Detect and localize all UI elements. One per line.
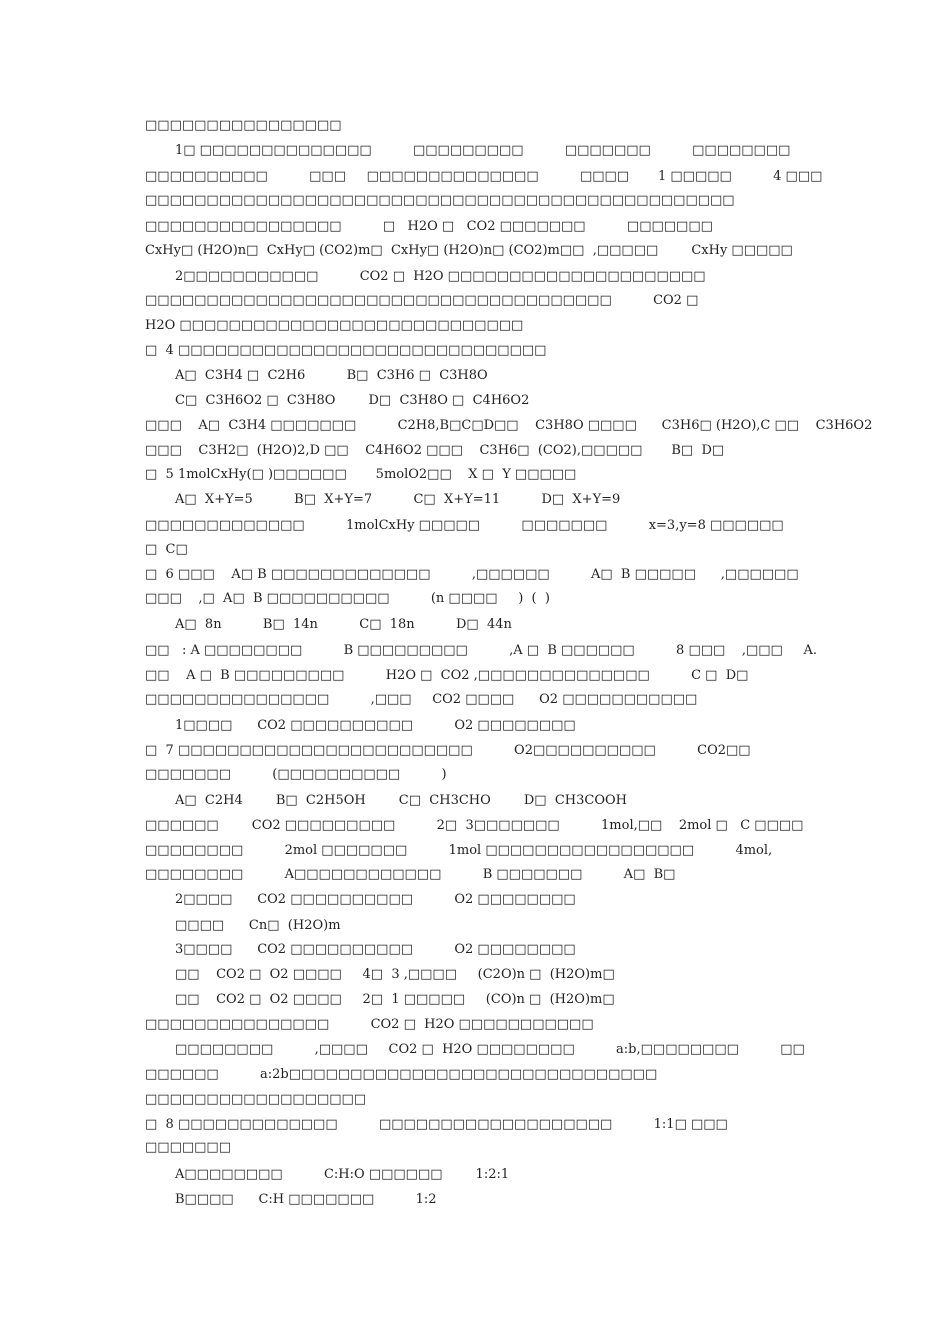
text-line: A□ C3H4 □ C2H6 B□ C3H6 □ C3H8O [175, 368, 488, 383]
text-line: 1□ □□□□□□□□□□□□□□ □□□□□□□□□ □□□□□□□ □□□□□□□□ [175, 143, 791, 158]
text-line: □ 5 1molCxHy(□ )□□□□□□ 5molO2□□ X □ Y □□□□□ [145, 467, 577, 482]
text-line: □□□ ,□ A□ B □□□□□□□□□□ (n □□□□ ) ( ) [145, 591, 550, 606]
text-line: □□□□□□□□□□□□□□□□ □ H2O □ CO2 □□□□□□□ □□□□□□□ [145, 219, 713, 234]
text-line: □□ : A □□□□□□□□ B □□□□□□□□□ ,A □ B □□□□□□ 8 □□□ ,□□□ A. [145, 643, 817, 658]
text-line: □ 8 □□□□□□□□□□□□□ □□□□□□□□□□□□□□□□□□□ 1:1□ □□□ [145, 1117, 728, 1132]
text-line: □□□□□□□□□□ □□□ □□□□□□□□□□□□□□ □□□□ 1 □□□□□ 4 □□□ [145, 169, 823, 184]
text-line: 2□□□□□□□□□□□ CO2 □ H2O □□□□□□□□□□□□□□□□□□□□□ [175, 269, 706, 284]
text-line: A□ C2H4 B□ C2H5OH C□ CH3CHO D□ CH3COOH [175, 793, 627, 808]
text-line: A□□□□□□□□ C:H:O □□□□□□ 1:2:1 [175, 1167, 510, 1182]
text-line: □□□□□□ CO2 □□□□□□□□□ 2□ 3□□□□□□□ 1mol,□□ 2mol □ C □□□□ [145, 818, 804, 833]
text-line: A□ 8n B□ 14n C□ 18n D□ 44n [175, 617, 512, 632]
text-line: □□□□□□□□ ,□□□□ CO2 □ H2O □□□□□□□□ a:b,□□□□□□□□ □□ [175, 1042, 805, 1057]
text-line: □□□□□□□□ A□□□□□□□□□□□□ B □□□□□□□ A□ B□ [145, 867, 676, 882]
text-line: A□ X+Y=5 B□ X+Y=7 C□ X+Y=11 D□ X+Y=9 [175, 492, 621, 507]
text-line: C□ C3H6O2 □ C3H8O D□ C3H8O □ C4H6O2 [175, 393, 530, 408]
text-line: □ C□ [145, 542, 188, 557]
text-line: □ 6 □□□ A□ B □□□□□□□□□□□□□ ,□□□□□□ A□ B □□□□□ ,□□□□□□ [145, 567, 799, 582]
text-line: □□ CO2 □ O2 □□□□ 2□ 1 □□□□□ (CO)n □ (H2O)m□ [175, 992, 615, 1007]
text-line: H2O □□□□□□□□□□□□□□□□□□□□□□□□□□□□ [145, 318, 524, 333]
text-line: □□ CO2 □ O2 □□□□ 4□ 3 ,□□□□ (C2O)n □ (H2O)m□ [175, 967, 615, 982]
text-line: □□□□□□□ [145, 1140, 231, 1155]
text-line: 1□□□□ CO2 □□□□□□□□□□ O2 □□□□□□□□ [175, 718, 576, 733]
text-line: □ 7 □□□□□□□□□□□□□□□□□□□□□□□□ O2□□□□□□□□□□ CO2□□ [145, 743, 751, 758]
text-line: □□□□□□□□□□□□□□□□□□ [145, 1092, 367, 1107]
text-line: 2□□□□ CO2 □□□□□□□□□□ O2 □□□□□□□□ [175, 892, 576, 907]
text-line: □□□□□□□□□□□□□□□□□□□□□□□□□□□□□□□□□□□□□□□□□□□□□□□□ [145, 193, 735, 208]
text-line: □□□□□□□ (□□□□□□□□□□ ) [145, 767, 447, 782]
text-line: CxHy□ (H2O)n□ CxHy□ (CO2)m□ CxHy□ (H2O)n□ (CO2)m□□ ,□□□□□ CxHy □□□□□ [145, 243, 793, 258]
text-line: □□□□□□□□ 2mol □□□□□□□ 1mol □□□□□□□□□□□□□□□□□ 4mol, [145, 843, 773, 858]
text-line: □□□□□□□□□□□□□□□□□□□□□□□□□□□□□□□□□□□□□□ CO2 □ [145, 293, 699, 308]
text-line: □□□ C3H2□ (H2O)2,D □□ C4H6O2 □□□ C3H6□ (CO2),□□□□□ B□ D□ [145, 443, 725, 458]
text-line: □□□□□□□□□□□□□ 1molCxHy □□□□□ □□□□□□□ x=3,y=8 □□□□□□ [145, 518, 784, 533]
text-line: □□□□ Cn□ (H2O)m [175, 918, 341, 933]
text-line: □□ A □ B □□□□□□□□□ H2O □ CO2 ,□□□□□□□□□□□□□□ C □ D□ [145, 668, 749, 683]
text-line: □□□ A□ C3H4 □□□□□□□ C2H8,B□C□D□□ C3H8O □□□□ C3H6□ (H2O),C □□ C3H6O2 [145, 418, 873, 433]
text-line: □□□□□□□□□□□□□□□□ [145, 118, 342, 133]
text-line: □□□□□□□□□□□□□□□ CO2 □ H2O □□□□□□□□□□□ [145, 1017, 594, 1032]
text-line: □□□□□□ a:2b□□□□□□□□□□□□□□□□□□□□□□□□□□□□□□ [145, 1067, 658, 1082]
text-line: □□□□□□□□□□□□□□□ ,□□□ CO2 □□□□ O2 □□□□□□□□□□□ [145, 692, 698, 707]
text-line: 3□□□□ CO2 □□□□□□□□□□ O2 □□□□□□□□ [175, 942, 576, 957]
text-line: B□□□□ C:H □□□□□□□ 1:2 [175, 1192, 437, 1207]
text-line: □ 4 □□□□□□□□□□□□□□□□□□□□□□□□□□□□□□ [145, 343, 547, 358]
